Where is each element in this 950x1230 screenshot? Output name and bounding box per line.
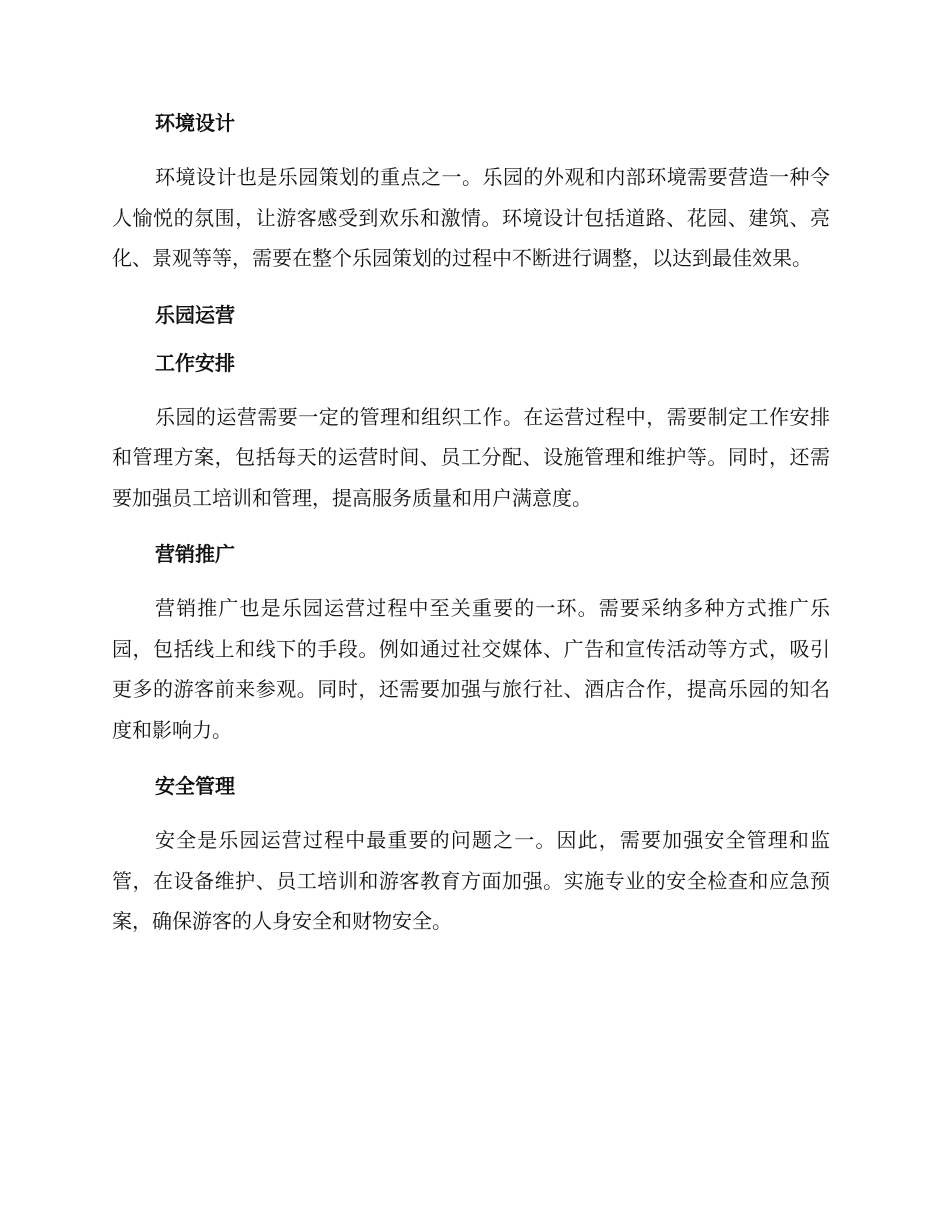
section-paragraph-work-arrangement: 乐园的运营需要一定的管理和组织工作。在运营过程中，需要制定工作安排和管理方案，包括每天的运营时间、员工分配、设施管理和维护等。同时，还需要加强员工培训和管理，提高服务质量和用户满意度。	[112, 404, 830, 510]
document-page	[112, 108, 830, 942]
section-heading-marketing: 营销推广	[155, 542, 235, 566]
section-paragraph-environment-design: 环境设计也是乐园策划的重点之一。乐园的外观和内部环境需要营造一种令人愉悦的氛围，让游客感受到欢乐和激情。环境设计包括道路、花园、建筑、亮化、景观等等，需要在整个乐园策划的过程中不断进行调整，以达到最佳效果。	[112, 165, 830, 270]
section-paragraph-safety-management: 安全是乐园运营过程中最重要的问题之一。因此，需要加强安全管理和监管，在设备维护、员工培训和游客教育方面加强。实施专业的安全检查和应急预案，确保游客的人身安全和财物安全。	[112, 828, 830, 933]
section-heading-environment-design: 环境设计	[155, 111, 235, 135]
section-heading-safety-management: 安全管理	[155, 774, 235, 798]
section-heading-work-arrangement: 工作安排	[155, 350, 235, 375]
section-paragraph-marketing: 营销推广也是乐园运营过程中至关重要的一环。需要采纳多种方式推广乐园，包括线上和线下的手段。例如通过社交媒体、广告和宣传活动等方式，吸引更多的游客前来参观。同时，还需要加强与旅行社、酒店合作，提高乐园的知名度和影响力。	[112, 596, 830, 742]
section-heading-park-operation: 乐园运营	[155, 302, 235, 327]
